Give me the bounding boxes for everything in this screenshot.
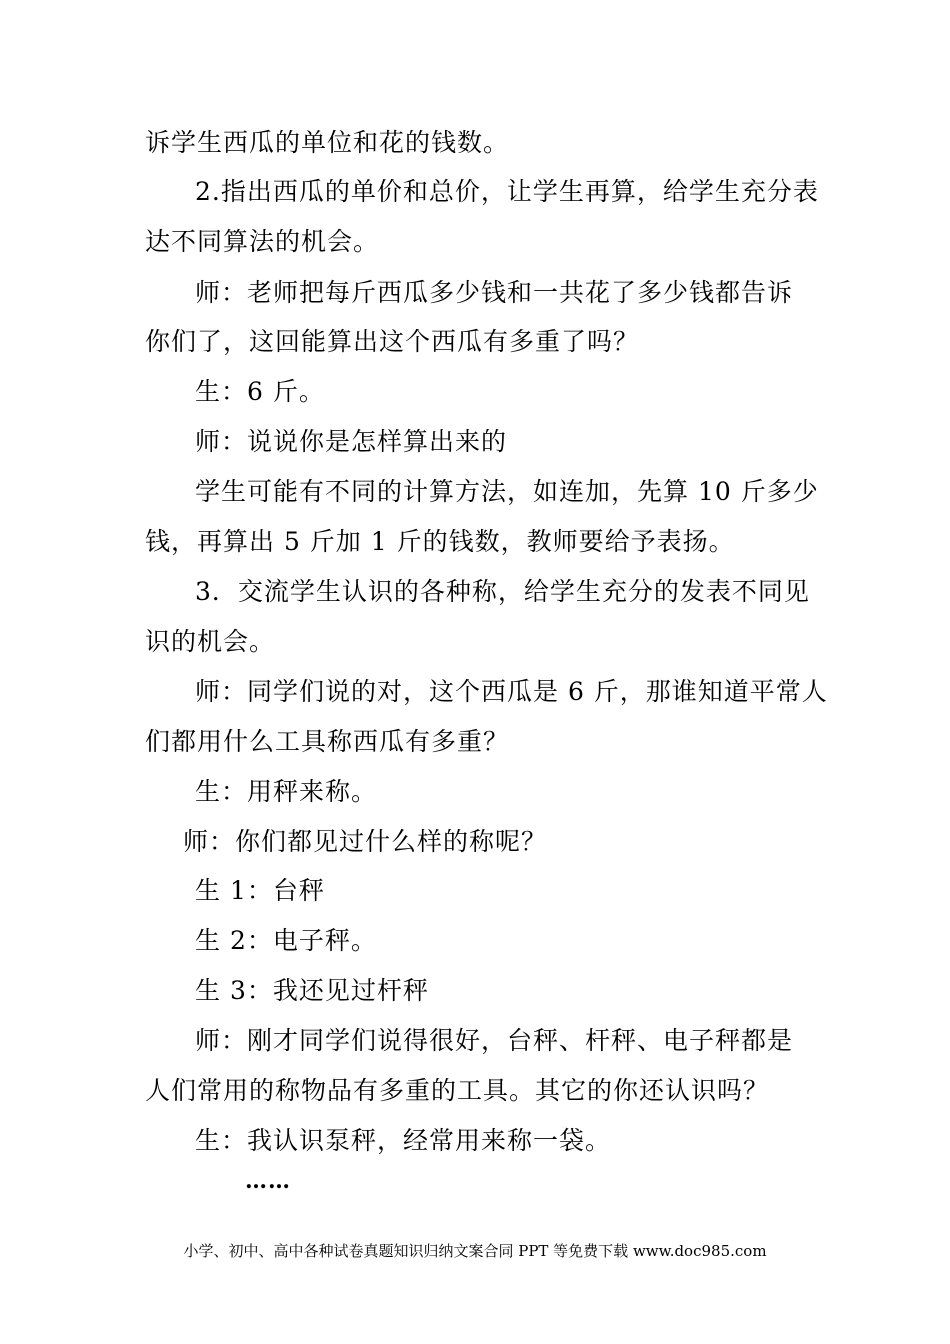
text-line-16: 生 1：台秤 [195, 876, 325, 905]
text-line-4: 师：老师把每斤西瓜多少钱和一共花了多少钱都告诉 [195, 278, 794, 307]
text-line-12: 师：同学们说的对，这个西瓜是 6 斤，那谁知道平常人 [195, 677, 828, 706]
text-line-5: 你们了，这回能算出这个西瓜有多重了吗？ [145, 327, 640, 356]
page-footer: 小学、初中、高中各种试卷真题知识归纳文案合同 PPT 等免费下载 www.doc985.com [183, 1242, 767, 1260]
text-line-19: 师：刚才同学们说得很好，台秤、杆秤、电子秤都是 [195, 1026, 794, 1055]
text-line-6: 生：6 斤。 [195, 377, 325, 406]
text-line-20: 人们常用的称物品有多重的工具。其它的你还认识吗？ [145, 1076, 770, 1105]
text-line-3: 达不同算法的机会。 [145, 227, 380, 256]
text-line-18: 生 3：我还见过杆秤 [195, 976, 429, 1005]
text-line-14: 生：用秤来称。 [195, 777, 378, 806]
text-line-10: 3．交流学生认识的各种称，给学生充分的发表不同见 [195, 577, 810, 606]
text-line-13: 们都用什么工具称西瓜有多重？ [145, 727, 510, 756]
text-line-9: 钱，再算出 5 斤加 1 斤的钱数，教师要给予表扬。 [145, 527, 735, 556]
text-line-11: 识的机会。 [145, 627, 276, 656]
text-line-2: 2.指出西瓜的单价和总价，让学生再算，给学生充分表 [195, 177, 819, 206]
text-line-7: 师：说说你是怎样算出来的 [195, 427, 508, 456]
text-line-21: 生：我认识泵秤，经常用来称一袋。 [195, 1126, 612, 1155]
text-line-8: 学生可能有不同的计算方法，如连加，先算 10 斤多少 [195, 477, 819, 506]
text-line-1: 诉学生西瓜的单位和花的钱数。 [145, 128, 510, 157]
ellipsis-mark: …… [245, 1168, 291, 1194]
text-line-17: 生 2：电子秤。 [195, 926, 377, 955]
text-line-15: 师：你们都见过什么样的称呢？ [183, 827, 548, 856]
